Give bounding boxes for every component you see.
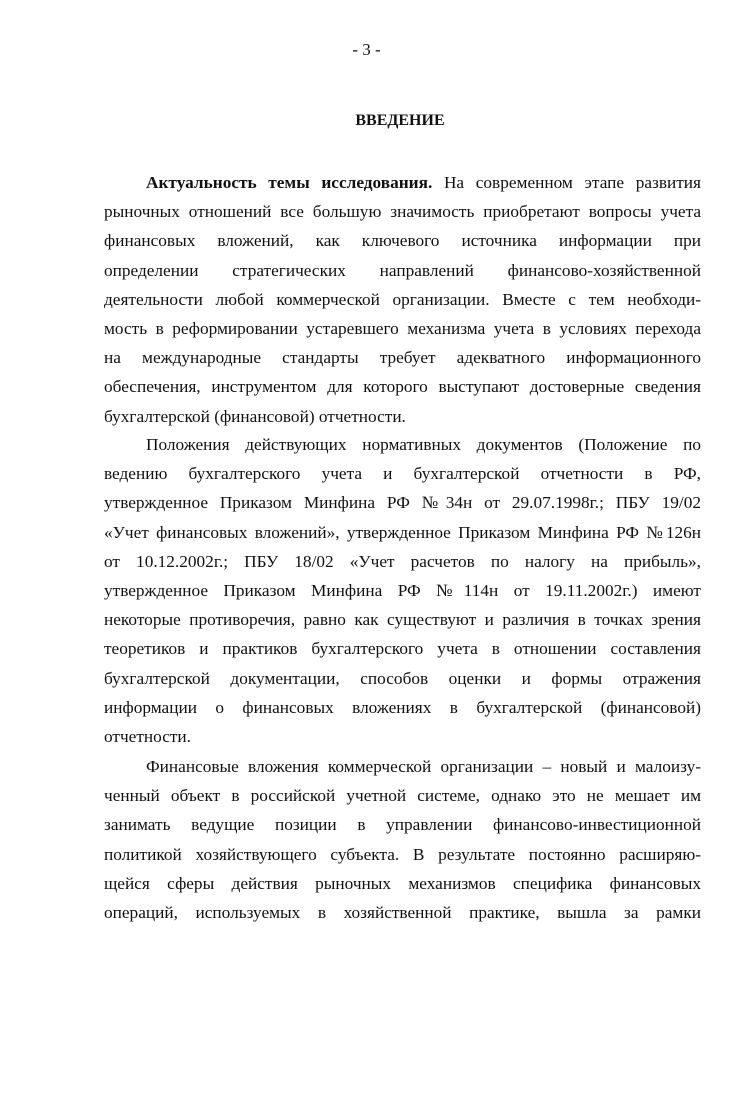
text-line: финансовых вложений, как ключевого источника информации при	[104, 231, 701, 251]
text-line: мость в реформировании устаревшего механизма учета в условиях перехода	[104, 318, 701, 338]
paragraph-relevance	[104, 168, 701, 431]
text-line: утвержденное Приказом Минфина РФ №114н от 19.11.2002г.) имеют	[104, 580, 701, 600]
lead-bold: Актуальность темы исследования.	[146, 173, 433, 192]
text-line: занимать ведущие позиции в управлении финансово-инвестиционной	[104, 815, 701, 835]
text-line: деятельности любой коммерческой организации. Вместе с тем необходи-	[104, 289, 701, 309]
text-line: бухгалтерской документации, способов оценки и формы отражения	[104, 668, 701, 688]
text-line: операций, используемых в хозяйственной практике, вышла за рамки	[104, 902, 701, 922]
section-heading: ВВЕДЕНИЕ	[355, 112, 445, 129]
text-line: теоретиков и практиков бухгалтерского учета в отношении составления	[104, 639, 701, 659]
text-line: бухгалтерской (финансовой) отчетности.	[104, 406, 406, 426]
page-number: - 3 -	[352, 40, 381, 59]
text-line	[104, 168, 701, 197]
text-line: некоторые противоречия, равно как существуют и различия в точках зрения	[104, 610, 701, 630]
text-line: Финансовые вложения коммерческой организации – новый и малоизу-	[146, 757, 701, 776]
text-line: на международные стандарты требует адекватного информационного	[104, 348, 701, 368]
text-line: информации о финансовых вложениях в бухгалтерской (финансовой)	[104, 697, 701, 717]
text-line: политикой хозяйствующего субъекта. В результате постоянно расширяю-	[104, 844, 701, 864]
text-line: ведению бухгалтерского учета и бухгалтерской отчетности в РФ,	[104, 464, 701, 484]
text-line: рыночных отношений все большую значимость приобретают вопросы учета	[104, 202, 701, 222]
text-line: отчетности.	[104, 726, 191, 746]
text-line: «Учет финансовых вложений», утвержденное Приказом Минфина РФ №126н	[104, 522, 701, 542]
text-line: от 10.12.2002г.; ПБУ 18/02 «Учет расчетов по налогу на прибыль»,	[104, 551, 701, 571]
paragraph-regulations	[104, 430, 701, 751]
text-line: ченный объект в российской учетной системе, однако это не мешает им	[104, 786, 701, 806]
text-line: обеспечения, инструментом для которого выступают достоверные сведения	[104, 377, 701, 397]
text-line: Положения действующих нормативных документов (Положение по	[146, 435, 701, 454]
text-span: На современном этапе развития	[432, 173, 701, 192]
text-line: щейся сферы действия рыночных механизмов специфика финансовых	[104, 873, 701, 893]
text-line: определении стратегических направлений финансово-хозяйственной	[104, 260, 701, 280]
text-line: утвержденное Приказом Минфина РФ №34н от 29.07.1998г.; ПБУ 19/02	[104, 493, 701, 513]
paragraph-financial-investments	[104, 752, 701, 927]
